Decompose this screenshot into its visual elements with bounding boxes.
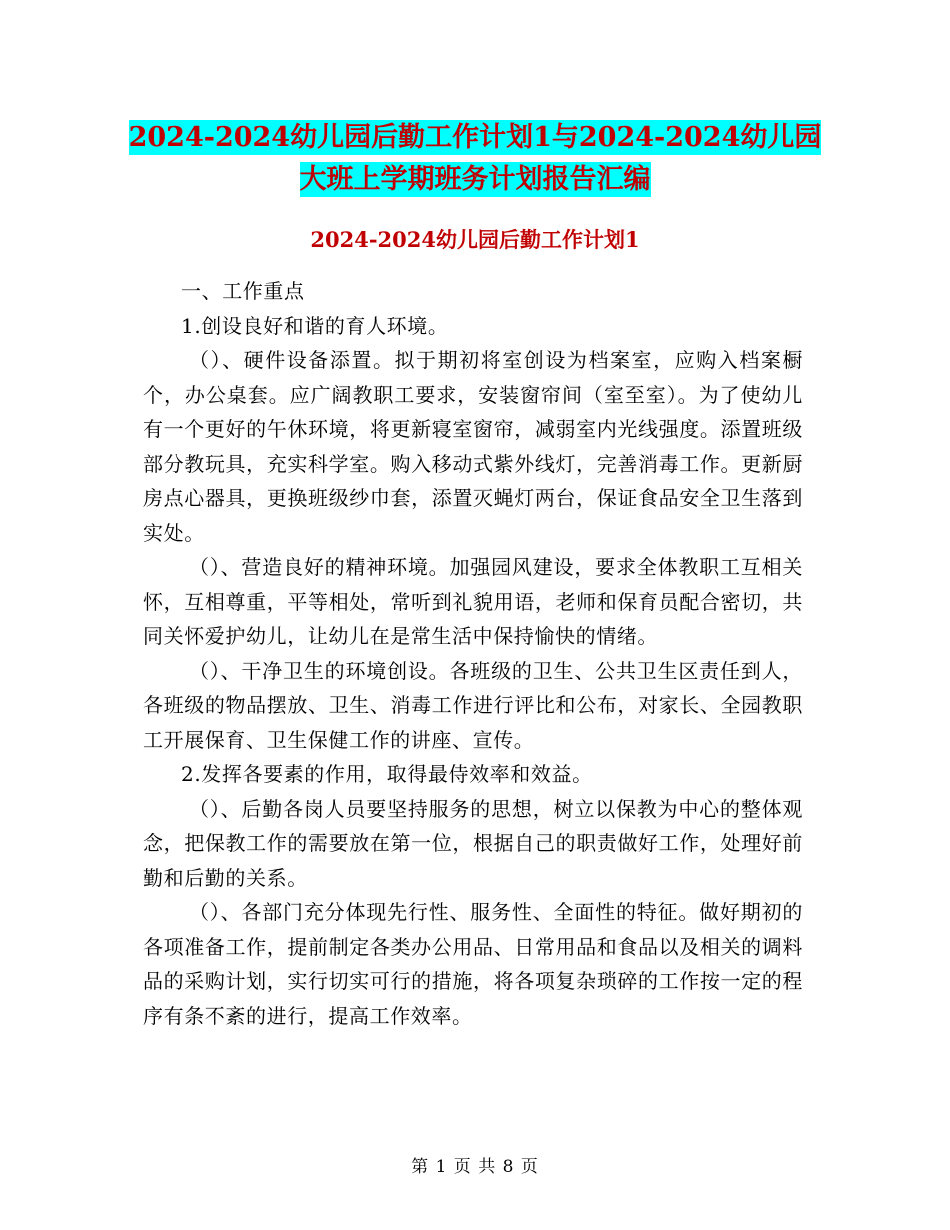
paragraph-clean-environment: （）、干净卫生的环境创设。各班级的卫生、公共卫生区责任到人，各班级的物品摆放、卫生、消毒工作进行评比和公布，对家长、全园教职工开展保育、卫生保健工作的讲座、宣传。: [143, 658, 803, 752]
heading-work-focus: 一、工作重点: [181, 279, 305, 303]
item-2-heading: 2.发挥各要素的作用，取得最侍效率和效益。: [181, 762, 593, 786]
document-title-line-2: 大班上学期班务计划报告汇编: [299, 164, 651, 195]
page-footer: 第 1 页 共 8 页: [411, 1157, 539, 1177]
section-title: 2024-2024幼儿园后勤工作计划1: [310, 227, 640, 252]
paragraph-spirit-environment: （）、营造良好的精神环境。加强园风建设，要求全体教职工互相关怀，互相尊重，平等相处，常听到礼貌用语，老师和保育员配合密切，共同关怀爱护幼儿，让幼儿在是常生活中保持愉快的情绪。: [143, 555, 803, 648]
paragraph-departments: （）、各部门充分体现先行性、服务性、全面性的特征。做好期初的各项准备工作，提前制定各类办公用品、日常用品和食品以及相关的调料品的采购计划，实行切实可行的措施，将各项复杂琐碎的工作按一定的程序有条不紊的进行，提高工作效率。: [143, 900, 803, 1028]
document-title-line-1: 2024-2024幼儿园后勤工作计划1与2024-2024幼儿园: [128, 122, 822, 153]
paragraph-hardware: （）、硬件设备添置。拟于期初将室创设为档案室，应购入档案橱个，办公桌套。应广阔教职工要求，安装窗帘间（室至室）。为了使幼儿有一个更好的午休环境，将更新寝室窗帘，减弱室内光线强度。添置班级部分教玩具，充实科学室。购入移动式紫外线灯，完善消毒工作。更新厨房点心器具，更换班级纱巾套，添置灭蝇灯两台，保证食品安全卫生落到实处。: [143, 348, 803, 545]
paragraph-service: （）、后勤各岗人员要坚持服务的思想，树立以保教为中心的整体观念，把保教工作的需要放在第一位，根据自己的职责做好工作，处理好前勤和后勤的关系。: [143, 796, 803, 890]
document-body: [143, 274, 803, 1033]
item-1-heading: 1.创设良好和谐的育人环境。: [181, 313, 449, 338]
